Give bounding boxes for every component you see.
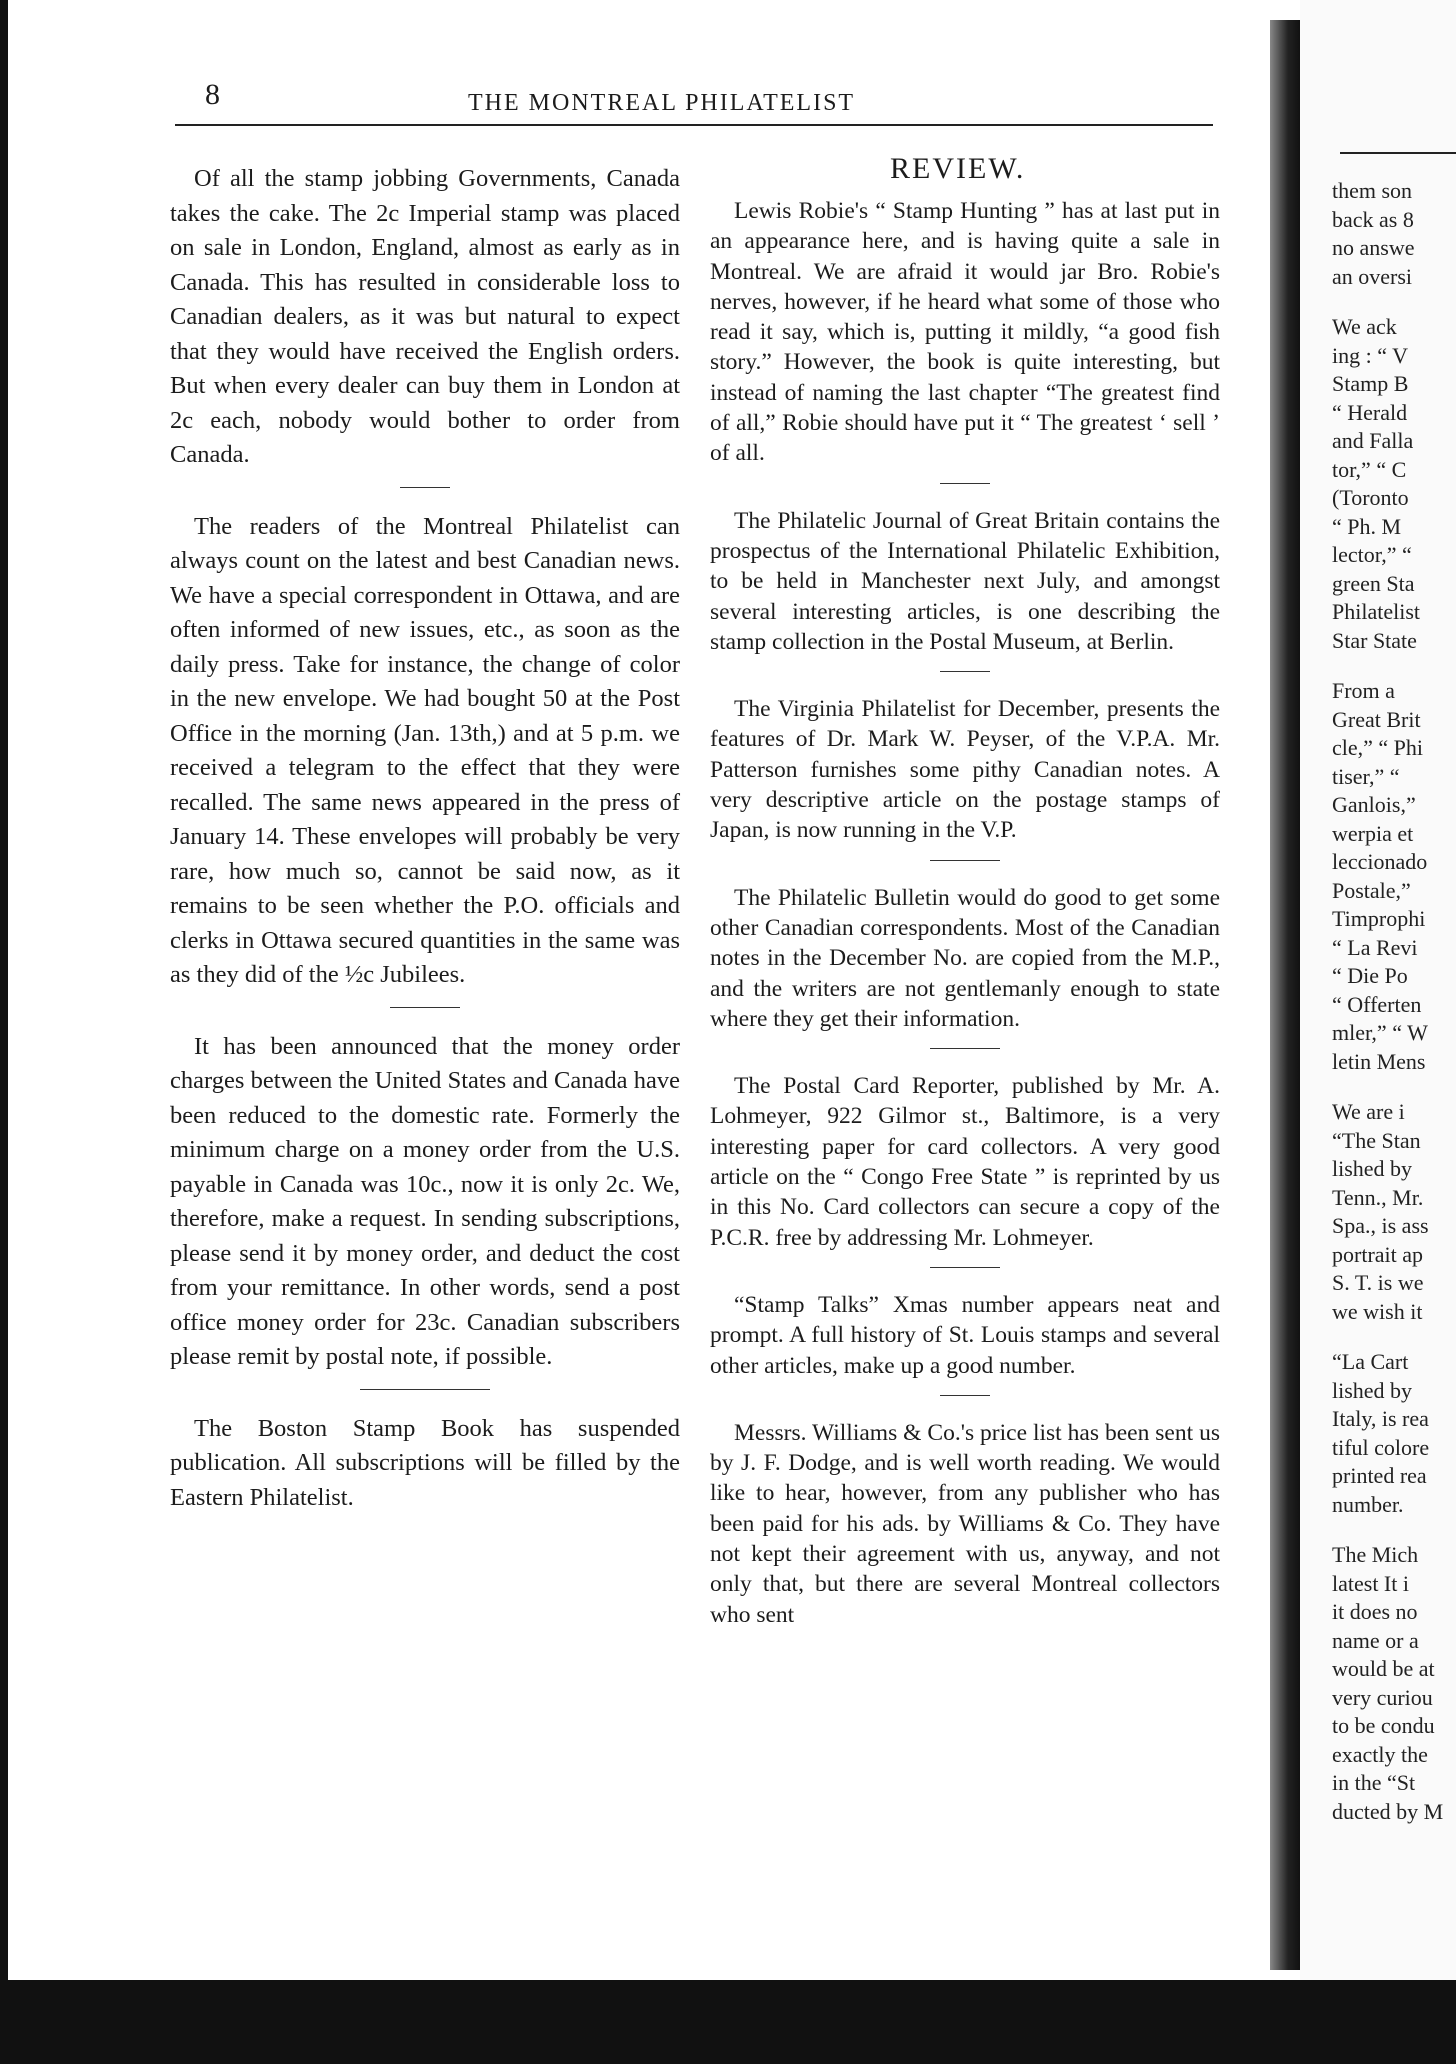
left-column (170, 162, 680, 1515)
next-page-line: S. T. is we (1332, 1270, 1424, 1295)
article-divider (390, 1007, 460, 1008)
next-page-line: tor,” “ C (1332, 456, 1407, 482)
next-page-line: Postale,” (1332, 877, 1411, 903)
middle-column (710, 196, 1220, 1630)
next-page-line: The Mich (1332, 1542, 1419, 1567)
next-page-line: would be at (1332, 1656, 1435, 1681)
next-page-line: mler,” “ W (1332, 1020, 1428, 1045)
scan-edge-left (0, 0, 8, 1980)
next-page-line: ing : “ V (1332, 342, 1408, 368)
next-page-line: latest It i (1332, 1570, 1409, 1596)
next-page-line: number. (1332, 1491, 1404, 1517)
next-page-line: Philatelist (1332, 599, 1420, 624)
review-postal-card-reporter: The Postal Card Reporter, published by Mr. A. Lohmeyer, 922 Gilmor st., Baltimore, is a very interesting paper for card collectors. A very good article on the “ Congo Free State ” is reprinted by us in this No. Card collectors can secure a copy of the P.C.R. free by addressing Mr. Lohmeyer. (710, 1073, 1220, 1251)
next-page-line: Star State (1332, 627, 1417, 653)
next-page-line: it does no (1332, 1599, 1418, 1624)
next-page-line: Italy, is rea (1332, 1406, 1429, 1431)
next-page-line: “ Ph. M (1332, 513, 1402, 539)
book-gutter (1270, 20, 1300, 1970)
article-canada-imperial-stamp: Of all the stamp jobbing Governments, Canada takes the cake. The 2c Imperial stamp was placed on sale in London, England, almost as early as in Canada. This has resulted in considerable loss to Canadian dealers, as it was but natural to expect that they would have received the English orders. But when every dealer can buy them in London at 2c each, nobody would bother to order from Canada. (170, 165, 680, 468)
next-page-line: “ Offerten (1332, 991, 1422, 1017)
header-rule (175, 124, 1213, 126)
next-page-line: leccionado (1332, 849, 1428, 874)
next-page-line: “ Herald (1332, 399, 1408, 425)
next-page-line: We ack (1332, 314, 1397, 339)
review-virginia-philatelist: The Virginia Philatelist for December, presents the features of Dr. Mark W. Peyser, of the V.P.A. Mr. Patterson furnishes some pithy Canadian notes. A very descriptive article on the postage stamps of Japan, is now running in the V.P. (710, 696, 1220, 844)
next-page-fragment (1300, 0, 1456, 1980)
article-money-order: It has been announced that the money order charges between the United States and Canada have been reduced to the domestic rate. Formerly the minimum charge on a money order from the U.S. payable in Canada was 10c., now it is only 2c. We, therefore, make a request. In sending subscriptions, please send it by money order, and deduct the cost from your remittance. In other words, send a post office money order for 23c. Canadian subscribers please remit by postal note, if possible. (170, 1032, 680, 1370)
next-page-line: lished by (1332, 1156, 1413, 1181)
article-boston-stamp-book: The Boston Stamp Book has suspended publication. All subscriptions will be filled by the Eastern Philatelist. (170, 1414, 680, 1511)
next-page-line: in the “St (1332, 1770, 1416, 1795)
running-head: THE MONTREAL PHILATELIST (468, 90, 856, 116)
next-page-line: them son (1332, 178, 1413, 203)
next-page-line: no answe (1332, 235, 1415, 260)
next-page-line: green Sta (1332, 570, 1415, 596)
next-page-line: tiful colore (1332, 1434, 1430, 1460)
next-page-line: cle,” “ Phi (1332, 735, 1424, 760)
next-page-line: to be condu (1332, 1713, 1435, 1738)
next-page-line: tiser,” “ (1332, 763, 1400, 789)
next-page-line: Great Brit (1332, 706, 1421, 732)
next-page-line: letin Mens (1332, 1048, 1426, 1074)
next-page-line: back as 8 (1332, 206, 1414, 232)
next-page-line: “ Die Po (1332, 963, 1408, 988)
review-philatelic-bulletin: The Philatelic Bulletin would do good to get some other Canadian correspondents. Most of the Canadian notes in the December No. are copied from the M.P., and the writers are not gentlemanly enough to state where they get their information. (710, 884, 1220, 1032)
review-philatelic-journal: The Philatelic Journal of Great Britain contains the prospectus of the International Philatelic Exhibition, to be held in Manchester next July, and amongst several interesting articles, is one describing the stamp collection in the Postal Museum, at Berlin. (710, 507, 1220, 655)
next-page-line: “The Stan (1332, 1127, 1421, 1153)
review-heading: REVIEW. (890, 152, 1026, 185)
next-page-line: “La Cart (1332, 1349, 1409, 1374)
article-divider (360, 1389, 490, 1390)
next-page-line: Tenn., Mr. (1332, 1184, 1424, 1210)
next-page-line: portrait ap (1332, 1241, 1424, 1267)
article-divider (940, 1395, 990, 1396)
page-number: 8 (205, 78, 220, 111)
article-divider (930, 1267, 1000, 1268)
next-page-line: an oversi (1332, 263, 1413, 289)
article-divider (930, 860, 1000, 861)
scan-edge-bottom (0, 1980, 1456, 2064)
next-page-line: (Toronto (1332, 485, 1409, 510)
next-page-line: Ganlois,” (1332, 792, 1416, 817)
review-stamp-hunting: Lewis Robie's “ Stamp Hunting ” has at last put in an appearance here, and is having quite a sale in Montreal. We are afraid it would jar Bro. Robie's nerves, however, if he heard what some of those who read it say, which is, putting it mildly, “a good fish story.” However, the book is quite interesting, but instead of naming the last chapter “The greatest find of all,” Robie should have put it “ The greatest ‘ sell ’ of all. (710, 198, 1220, 467)
article-divider (940, 483, 990, 484)
next-page-line: name or a (1332, 1627, 1419, 1653)
next-page-line: We are i (1332, 1099, 1405, 1124)
article-canadian-news: The readers of the Montreal Philatelist can always count on the latest and best Canadian news. We have a special correspondent in Ottawa, and are often informed of new issues, etc., as soon as the daily press. Take for instance, the change of color in the new envelope. We had bought 50 at the Post Office in the morning (Jan. 13th,) and at 5 p.m. we received a telegram to the effect that they were recalled. The same news appeared in the press of January 14. These envelopes will probably be very rare, how much so, cannot be said now, as it remains to be seen whether the P.O. officials and clerks in Ottawa secured quantities in the same was as they did of the ½c Jubilees. (170, 512, 680, 988)
next-page-line: lector,” “ (1332, 542, 1412, 567)
article-divider (930, 1048, 1000, 1049)
next-page-line: and Falla (1332, 428, 1414, 453)
article-divider (400, 487, 450, 488)
next-page-header-rule (1340, 152, 1456, 154)
next-page-line: Stamp B (1332, 371, 1409, 396)
next-page-line: exactly the (1332, 1741, 1428, 1767)
next-page-line: “ La Revi (1332, 934, 1418, 960)
next-page-line: From a (1332, 678, 1395, 703)
next-page-line: ducted by M (1332, 1798, 1444, 1824)
next-page-line: we wish it (1332, 1298, 1423, 1324)
next-page-line: lished by (1332, 1377, 1413, 1403)
review-williams-price-list: Messrs. Williams & Co.'s price list has been sent us by J. F. Dodge, and is well worth reading. We would like to hear, however, from any publisher who has been paid for his ads. by Williams & Co. They have not kept their agreement with us, anyway, and not only that, but there are several Montreal collectors who sent (710, 1419, 1220, 1628)
next-page-line: werpia et (1332, 820, 1414, 846)
next-page-line: printed rea (1332, 1463, 1427, 1488)
next-page-line: very curiou (1332, 1684, 1433, 1710)
review-stamp-talks: “Stamp Talks” Xmas number appears neat and prompt. A full history of St. Louis stamps and several other articles, make up a good number. (710, 1291, 1220, 1379)
article-divider (940, 671, 990, 672)
next-page-line: Timprophi (1332, 906, 1426, 931)
next-page-line: Spa., is ass (1332, 1213, 1429, 1238)
